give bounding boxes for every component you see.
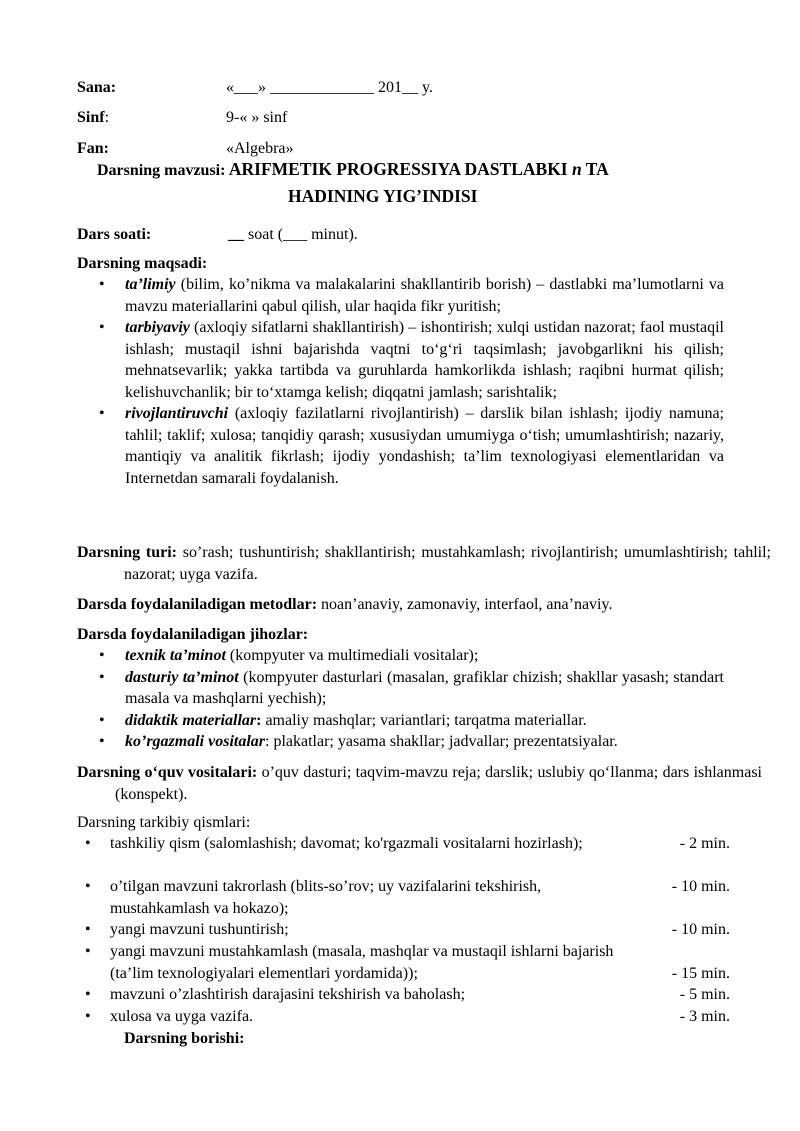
equipment-term: dasturiy ta’minot	[125, 668, 239, 686]
hours-value: soat (___ minut).	[244, 226, 358, 243]
bullet-icon: •	[85, 878, 91, 895]
goal-term: rivojlantiruvchi	[125, 405, 229, 422]
structure-label: Darsning tarkibiy qismlari:	[77, 814, 251, 831]
topic-title-n: n	[572, 159, 582, 179]
goal-term: ta’limiy	[125, 276, 176, 293]
bullet-icon: •	[99, 405, 105, 422]
equipment-label: Darsda foydalaniladigan jihozlar:	[77, 626, 309, 643]
equipment-item-didaktik	[99, 710, 724, 732]
goals-label: Darsning maqsadi:	[77, 255, 208, 272]
equipment-item-korgazmali	[99, 731, 724, 753]
goal-text: (axloqiy sifatlarni shakllantirish) – ishontirish; xulqi ustidan nazorat; faol mustaqil ishlash; mustaqil ishni bajarishda vaqtni to‘g‘ri taqsimlash; javobgarlikni his qilish; mehnatsevarlik; yakka tartibda va guruhlarda hamkorlikda ishlash; raqibni hurmat qilish; kelishuvchanlik; bir to‘xtamga kelish; diqqatni jamlash; sarishtalik;	[125, 319, 724, 401]
equipment-item-dasturiy	[99, 667, 724, 710]
structure-item-time: - 2 min.	[679, 835, 730, 852]
bullet-icon: •	[85, 943, 91, 960]
equipment-term: didaktik materiallar	[125, 711, 257, 729]
methods	[77, 594, 612, 616]
structure-item-text: o’tilgan mavzuni takrorlash (blits-so’rov; uy vazifalarini tekshirish, mustahkamlash va hokazo);	[110, 878, 542, 917]
goal-item-rivojlantiruvchi	[99, 403, 724, 489]
goal-text: (axloqiy fazilatlarni rivojlantirish) – darslik bilan ishlash; ijodiy namuna; tahlil; taklif; xulosa; tanqidiy qarash; xususiydan umumiyga o‘tish; umumlashtirish; nazariy, mantiqiy va analitik fikrlash; ijodiy yondashish; ta’lim texnologiyasi elementlaridan va Internetdan samarali foydalanish.	[125, 405, 724, 487]
sinf-colon: :	[104, 109, 110, 126]
bullet-icon: •	[85, 835, 91, 852]
goal-item-talimiy	[99, 274, 724, 317]
bullet-icon: •	[85, 986, 91, 1003]
structure-item-time: - 3 min.	[679, 1008, 730, 1025]
structure-item-text: mavzuni o’zlashtirish darajasini tekshirish va baholash;	[110, 986, 466, 1003]
structure-item-text: yangi mavzuni tushuntirish;	[110, 921, 289, 938]
sinf-label: Sinf	[77, 109, 105, 126]
equipment-item-texnik	[99, 645, 724, 667]
tools-text: o’quv dasturi; taqvim-mavzu reja; darslik; uslubiy qo‘llanma; dars ishlanmasi (konspekt).	[115, 764, 763, 803]
structure-item-text: tashkiliy qism (salomlashish; davomat; ko'rgazmali vositalarni hozirlash);	[110, 835, 583, 852]
bullet-icon: •	[99, 711, 105, 729]
equipment-term-suffix: :	[256, 711, 262, 729]
structure-item	[85, 941, 730, 984]
hours-blank: __	[228, 226, 244, 243]
structure-item-text: yangi mavzuni mustahkamlash (masala, mashqlar va mustaqil ishlarni bajarish (ta’lim texnologiyalari elementlari yordamida));	[110, 943, 614, 982]
topic-title-part1: ARIFMETIK PROGRESSIYA DASTLABKI	[228, 159, 572, 179]
topic-label: Darsning mavzusi:	[97, 162, 226, 179]
structure-item	[85, 984, 730, 1006]
methods-text: noan’anaviy, zamonaviy, interfaol, ana’naviy.	[317, 596, 613, 613]
lesson-type	[77, 542, 771, 585]
structure-item-time: - 5 min.	[679, 986, 730, 1003]
goal-term: tarbiyaviy	[125, 319, 190, 336]
structure-item	[85, 919, 730, 941]
tools-label: Darsning o‘quv vositalari:	[77, 764, 258, 781]
structure-item-time: - 10 min.	[671, 878, 730, 895]
structure-item	[85, 1006, 730, 1028]
study-tools	[77, 762, 762, 805]
type-label: Darsning turi:	[77, 544, 177, 561]
sana-label: Sana:	[77, 79, 117, 96]
structure-item	[85, 833, 730, 855]
progress-label: Darsning borishi:	[124, 1030, 245, 1047]
topic-title-part2: TA	[581, 159, 609, 179]
goals-list	[99, 274, 724, 489]
methods-label: Darsda foydalaniladigan metodlar:	[77, 596, 318, 613]
structure-item-time: - 15 min.	[671, 964, 730, 982]
structure-item-time: - 10 min.	[671, 921, 730, 938]
goal-item-tarbiyaviy	[99, 317, 724, 403]
topic-line-1	[97, 159, 609, 182]
bullet-icon: •	[85, 921, 91, 938]
hours-value-line	[228, 224, 358, 246]
bullet-icon: •	[99, 733, 105, 750]
goal-text: (bilim, ko’nikma va malakalarini shakllantirib borish) – dastlabki ma’lumotlarni va mavzu materiallarini qabul qilish, ular haqida fikr yuritish;	[125, 276, 724, 315]
sinf-value: 9-« » sinf	[226, 109, 288, 126]
equipment-list	[99, 645, 724, 753]
type-text: so’rash; tushuntirish; shakllantirish; mustahkamlash; rivojlantirish; umumlashtirish; tahlil; nazorat; uyga vazifa.	[124, 544, 771, 583]
equipment-term: ko’rgazmali vositalar	[125, 733, 266, 750]
sinf-label-line	[77, 107, 109, 129]
bullet-icon: •	[99, 647, 105, 664]
equipment-text: (kompyuter va multimediali vositalar);	[225, 647, 479, 664]
equipment-text: (kompyuter dasturlari (masalan, grafiklar chizish; shakllar yasash; standart masala va mashqlarni yechish);	[125, 668, 724, 707]
bullet-icon: •	[99, 319, 105, 336]
equipment-text: : plakatlar; yasama shakllar; jadvallar; prezentatsiyalar.	[265, 733, 618, 750]
equipment-term: texnik ta’minot	[125, 647, 226, 664]
structure-item	[85, 876, 730, 919]
sana-value: «___» _____________ 201__ y.	[226, 79, 433, 96]
topic-line-2: HADINING YIG’INDISI	[288, 186, 478, 206]
fan-value: «Algebra»	[226, 140, 294, 157]
bullet-icon: •	[85, 1008, 91, 1025]
hours-label: Dars soati:	[77, 226, 152, 243]
equipment-text: amaliy mashqlar; variantlari; tarqatma materiallar.	[261, 711, 587, 729]
bullet-icon: •	[99, 668, 105, 686]
bullet-icon: •	[99, 276, 105, 293]
structure-item-text: xulosa va uyga vazifa.	[110, 1008, 254, 1025]
fan-label: Fan:	[77, 140, 109, 157]
